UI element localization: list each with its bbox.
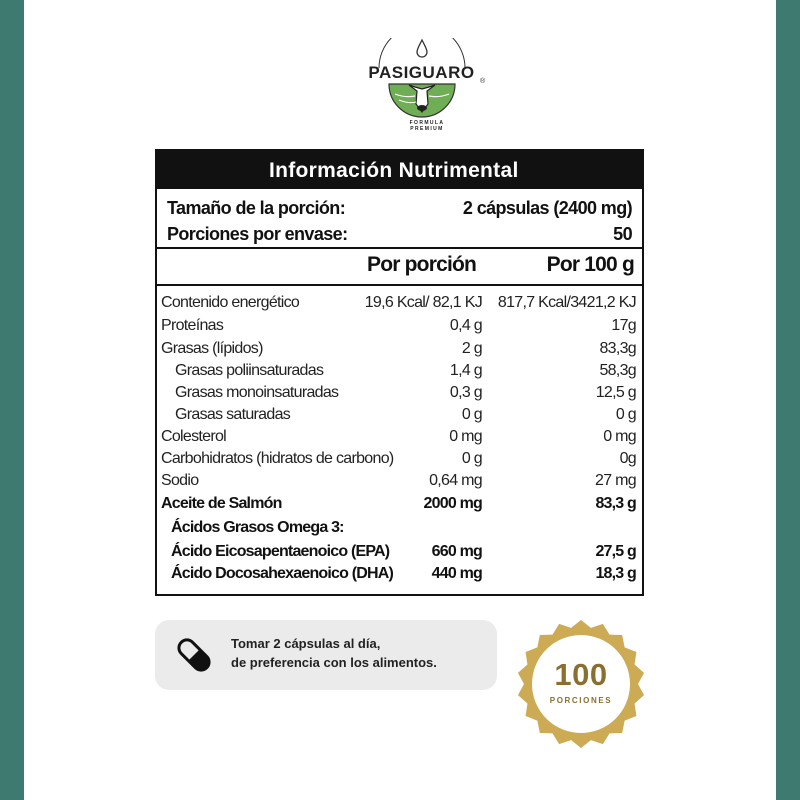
per-serving-value: 0,3 g [449, 384, 482, 401]
nutrient-label: Grasas (lípidos) [161, 340, 263, 357]
nutrient-row-energy [161, 294, 636, 316]
nutrient-label: Grasas monoinsaturadas [175, 384, 339, 401]
per-100g-value: 0 g [615, 406, 636, 423]
nutrient-row-omega-3-heading [161, 519, 636, 541]
per-100g-value: 12,5 g [595, 384, 636, 401]
per-100g-value: 0g [619, 450, 636, 467]
divider [157, 247, 642, 249]
brand-tagline: FORMULA PREMIUM [409, 120, 445, 132]
per-100g-value: 17g [611, 317, 636, 334]
nutrient-label: Ácido Eicosapentaenoico (EPA) [171, 543, 390, 560]
per-100g-value: 18,3 g [595, 565, 636, 582]
logo-emblem-icon [359, 38, 489, 130]
nutrient-row-polyunsaturated-fat [161, 362, 636, 384]
dosage-instructions [155, 620, 497, 690]
per-serving-value: 440 mg [431, 565, 482, 582]
divider [157, 284, 642, 286]
per-100g-value: 27 mg [595, 472, 636, 489]
nutrient-row-sodium [161, 472, 636, 494]
column-header-per-100g: Por 100 g [546, 253, 634, 276]
nutrient-label: Ácido Docosahexaenoico (DHA) [171, 565, 394, 582]
per-100g-value: 58,3g [599, 362, 636, 379]
per-serving-value: 1,4 g [449, 362, 482, 379]
brand-logo [359, 38, 489, 130]
nutrient-row-protein [161, 317, 636, 339]
nutrient-label: Proteínas [161, 317, 224, 334]
dosage-line-2: de preferencia con los alimentos. [231, 655, 437, 670]
brand-name: PASIGUARO [368, 63, 475, 82]
servings-badge [514, 617, 648, 751]
nutrient-label: Grasas saturadas [175, 406, 291, 423]
nutrient-label: Ácidos Grasos Omega 3: [171, 519, 344, 536]
nutrient-label: Colesterol [161, 428, 227, 445]
per-100g-value: 83,3g [599, 340, 636, 357]
per-100g-value: 817,7 Kcal/3421,2 KJ [497, 294, 636, 311]
registered-mark: ® [480, 78, 486, 85]
nutrient-label: Aceite de Salmón [161, 495, 282, 512]
badge-number: 100 [554, 657, 608, 692]
per-serving-value: 0,4 g [449, 317, 482, 334]
per-100g-value: 83,3 g [595, 495, 636, 512]
per-serving-value: 0 mg [449, 428, 482, 445]
nutrient-row-dha [161, 565, 636, 587]
serving-size-value: 2 cápsulas (2400 mg) [462, 198, 632, 218]
nutrition-facts-panel [155, 149, 644, 596]
per-100g-value: 27,5 g [595, 543, 636, 560]
servings-value: 50 [613, 224, 632, 244]
nutrition-title: Información Nutrimental [157, 151, 642, 189]
per-serving-value: 19,6 Kcal/ 82,1 KJ [364, 294, 482, 311]
dosage-line-1: Tomar 2 cápsulas al día, [231, 636, 381, 651]
per-serving-value: 2 g [461, 340, 482, 357]
nutrient-row-cholesterol [161, 428, 636, 450]
nutrient-row-saturated-fat [161, 406, 636, 428]
per-100g-value: 0 mg [603, 428, 636, 445]
per-serving-value: 0,64 mg [429, 472, 482, 489]
servings-per-container-row [167, 224, 632, 248]
nutrient-label: Sodio [161, 472, 199, 489]
nutrient-row-monounsaturated-fat [161, 384, 636, 406]
nutrient-row-carbohydrates [161, 450, 636, 472]
nutrient-label: Contenido energético [161, 294, 300, 311]
per-serving-value: 2000 mg [423, 495, 482, 512]
per-serving-value: 0 g [461, 406, 482, 423]
per-serving-value: 0 g [461, 450, 482, 467]
per-serving-value: 660 mg [431, 543, 482, 560]
nutrient-label: Grasas poliinsaturadas [175, 362, 324, 379]
nutrient-row-fat [161, 340, 636, 362]
nutrient-label: Carbohidratos (hidratos de carbono) [161, 450, 394, 467]
capsule-icon [175, 636, 213, 674]
nutrient-row-salmon-oil [161, 495, 636, 517]
product-info-card [24, 0, 776, 800]
nutrient-row-epa [161, 543, 636, 565]
column-header-per-serving: Por porción [367, 253, 477, 276]
servings-label: Porciones por envase: [167, 224, 348, 244]
serving-size-row [167, 198, 632, 222]
badge-label: PORCIONES [549, 696, 613, 705]
serving-size-label: Tamaño de la porción: [167, 198, 346, 218]
